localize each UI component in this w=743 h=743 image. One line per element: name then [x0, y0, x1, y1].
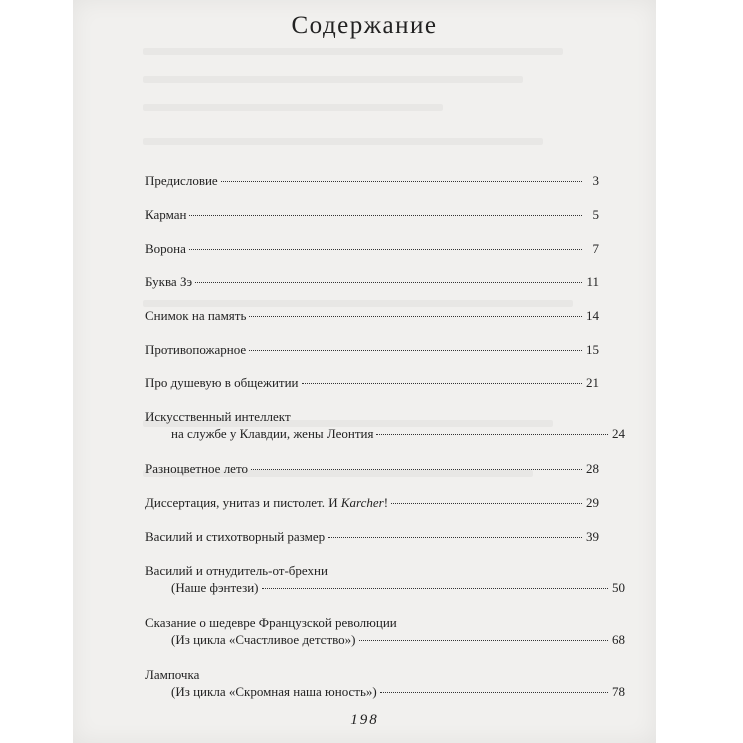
- toc-entry-page: 15: [586, 342, 599, 357]
- page-title: Содержание: [291, 12, 438, 39]
- toc-entry: [145, 307, 599, 324]
- toc-entry-page: 7: [592, 241, 599, 256]
- toc-entry-title: Василий и отнудитель-от-брехни: [145, 563, 328, 578]
- dot-leader: [262, 588, 608, 589]
- toc-entry-title-tail: !: [383, 495, 389, 510]
- toc-entry-title: Противопожарное: [145, 342, 247, 357]
- bleed-through-line: [143, 48, 563, 55]
- toc-entry: [145, 341, 599, 358]
- toc-entry-title: Искусственный интеллект: [145, 409, 291, 424]
- toc-entry-page: 24: [612, 426, 625, 441]
- toc-entry-title: Лампочка: [145, 667, 200, 682]
- toc-entry-page: 39: [586, 529, 599, 544]
- book-page: [73, 0, 656, 743]
- bleed-through-line: [143, 104, 443, 111]
- toc-entry-page: 14: [586, 308, 599, 323]
- toc-entry-title: Про душевую в общежитии: [145, 375, 299, 390]
- dot-leader: [249, 316, 582, 317]
- dot-leader: [251, 469, 582, 470]
- dot-leader: [221, 181, 582, 182]
- toc-entry-page: 29: [586, 495, 599, 510]
- dot-leader: [359, 640, 608, 641]
- bleed-through-line: [143, 300, 573, 307]
- toc-entry-title-italic: Karcher: [340, 495, 384, 510]
- dot-leader: [195, 282, 582, 283]
- toc-entry: [145, 562, 625, 596]
- toc-entry-subtitle: на службе у Клавдии, жены Леонтия: [171, 426, 374, 441]
- toc-entry-page: 28: [586, 461, 599, 476]
- dot-leader: [391, 503, 582, 504]
- toc-entry-title: Сказание о шедевре Французской революции: [145, 615, 397, 630]
- dot-leader: [302, 383, 582, 384]
- toc-entry-title: Предисловие: [145, 173, 218, 188]
- toc-entry-subtitle: (Наше фэнтези): [171, 580, 259, 595]
- toc-entry-page: 78: [612, 684, 625, 699]
- toc-entry-page: 5: [592, 207, 599, 222]
- dot-leader: [189, 215, 582, 216]
- toc-entry-title: Василий и стихотворный размер: [145, 529, 326, 544]
- toc-entry: [145, 172, 599, 189]
- bleed-through-line: [143, 76, 523, 83]
- toc-entry-title: Разноцветное лето: [145, 461, 248, 476]
- dot-leader: [249, 350, 582, 351]
- bleed-through-line: [143, 138, 543, 145]
- toc-entry-title: [145, 494, 388, 511]
- toc-entry: [145, 494, 599, 511]
- toc-entry: [145, 240, 599, 257]
- toc-entry-title: Ворона: [145, 241, 186, 256]
- toc-entry: [145, 460, 599, 477]
- dot-leader: [376, 434, 608, 435]
- toc-entry-page: 68: [612, 632, 625, 647]
- toc-entry: [145, 528, 599, 545]
- toc-entry: [145, 666, 625, 700]
- toc-entry: [145, 273, 599, 290]
- toc-entry-title-main: Диссертация, унитаз и пистолет. И: [145, 495, 341, 510]
- toc-entry-title: Буква Зэ: [145, 274, 193, 289]
- dot-leader: [380, 692, 608, 693]
- toc-entry-subtitle: (Из цикла «Скромная наша юность»): [171, 684, 377, 699]
- toc-entry-page: 3: [592, 173, 599, 188]
- dot-leader: [328, 537, 582, 538]
- toc-entry-page: 50: [612, 580, 625, 595]
- toc-entry: [145, 206, 599, 223]
- toc-entry: [145, 614, 625, 648]
- page-number: 198: [350, 712, 379, 728]
- toc-entry-title: Карман: [145, 207, 187, 222]
- toc-entry-page: 21: [586, 375, 599, 390]
- toc-entry: [145, 408, 625, 442]
- toc-entry-subtitle: (Из цикла «Счастливое детство»): [171, 632, 356, 647]
- toc-entry: [145, 374, 599, 391]
- toc-entry-title: Снимок на память: [145, 308, 247, 323]
- dot-leader: [189, 249, 582, 250]
- toc-entry-page: 11: [586, 274, 599, 289]
